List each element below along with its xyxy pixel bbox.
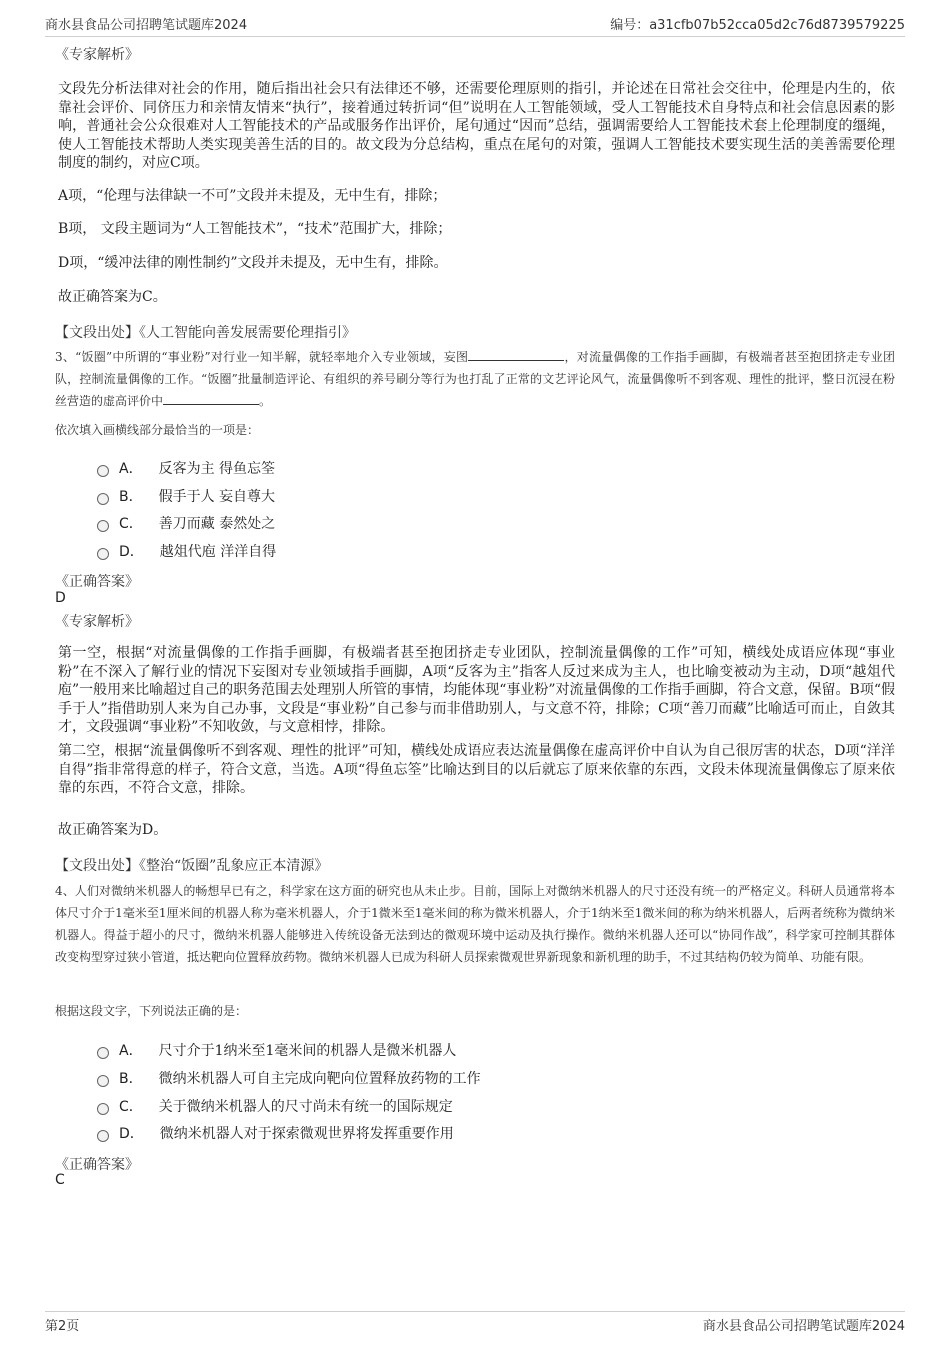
q3-stem-part3: 。 [259,394,272,408]
q3-conclusion: 故正确答案为D。 [58,822,168,838]
q2-analysis-option-b: B项， 文段主题词为“人工智能技术”，“技术”范围扩大，排除； [58,221,452,237]
radio-icon[interactable] [97,465,109,477]
page-number: 第2页 [45,1319,80,1334]
q2-analysis-option-d: D项，“缓冲法律的刚性制约”文段并未提及，无中生有，排除。 [58,255,448,271]
q4-stem: 4、人们对微纳米机器人的畅想早已有之，科学家在这方面的研究也从未止步。目前，国际上对微纳米机器人的尺寸还没有统一的严格定义。科研人员通常将本体尺寸介于1毫米至1厘米间的机器人称为毫米机器人，介于1微米至1毫米间的称为微米机器人，介于1纳米至1微米间的称为纳米机器人，后两者统称为微纳米机器人。得益于超小的尺寸，微纳米机器人能够进入传统设备无法到达的微观环境中运动及执行操作。微纳米机器人还可以“协同作战”，科学家可控制其群体改变构型穿过狭小管道，抵达靶向位置释放药物。微纳米机器人已成为科研人员探索微观世界新现象和新机理的助手，不过其结构仍较为简单、功能有限。 [55,884,895,964]
option-letter: D． [119,1126,144,1142]
q2-analysis-heading: 《专家解析》 [55,47,139,63]
radio-icon[interactable] [97,1047,109,1059]
q4-answer: C [55,1172,65,1188]
document-id: 编号：a31cfb07b52cca05d2c76d8739579225 [610,18,905,33]
option-letter: B． [119,1071,143,1087]
q3-option-a[interactable] [97,458,275,478]
footer-title: 商水县食品公司招聘笔试题库2024 [702,1319,905,1334]
option-text: 反客为主 得鱼忘筌 [158,461,276,477]
radio-icon[interactable] [97,1130,109,1142]
option-letter: D． [119,544,144,560]
q3-source: 【文段出处】《整治“饭圈”乱象应正本清源》 [55,858,329,874]
radio-icon[interactable] [97,520,109,532]
option-letter: C． [119,1099,143,1115]
header-title: 商水县食品公司招聘笔试题库2024 [45,18,248,33]
q3-analysis-heading: 《专家解析》 [55,614,139,630]
q4-option-a[interactable] [97,1040,456,1060]
option-text: 关于微纳米机器人的尺寸尚未有统一的国际规定 [158,1099,453,1115]
q3-stem-part2: ，对流量偶像的工作指手画脚，有极端者甚至抱团挤走专业团队，控制流量偶像的工作。“饭圈”批量制造评论、有组织的养号刷分等行为也打乱了正常的文艺评论风气，流量偶像听不到客观、理性的批评，整日沉浸在粉丝营造的虚高评价中 [55,350,895,408]
radio-icon[interactable] [97,493,109,505]
q2-analysis-paragraph: 文段先分析法律对社会的作用，随后指出社会只有法律还不够，还需要伦理原则的指引，并论述在日常社会交往中，伦理是内生的，依靠社会评价、同侪压力和亲情友情来“执行”，接着通过转折词“但”说明在人工智能领域，受人工智能技术自身特点和社会信息因素的影响，普通社会公众很难对人工智能技术的产品或服务作出评价，尾句通过“因而”总结，强调需要给人工智能技术套上伦理制度的缰绳，使人工智能技术帮助人类实现美善生活的目的。故文段为分总结构，重点在尾句的对策，强调人工智能技术要实现生活的美善需要伦理制度的制约，对应C项。 [58,81,895,171]
option-text: 微纳米机器人可自主完成向靶向位置释放药物的工作 [158,1071,481,1087]
option-text: 假手于人 妄自尊大 [158,489,276,505]
q3-blank-1 [468,349,564,361]
option-text: 善刀而藏 泰然处之 [158,516,276,532]
q3-prompt: 依次填入画横线部分最恰当的一项是： [55,423,260,437]
q3-blank-2 [163,393,259,405]
option-text: 尺寸介于1纳米至1毫米间的机器人是微米机器人 [158,1043,457,1059]
q3-answer-heading: 《正确答案》 [55,574,139,590]
option-letter: B． [119,489,143,505]
q2-conclusion: 故正确答案为C。 [58,289,167,305]
q4-prompt: 根据这段文字，下列说法正确的是： [55,1004,248,1018]
radio-icon[interactable] [97,548,109,560]
option-letter: A． [119,461,143,477]
page-footer [45,1311,905,1334]
option-letter: A． [119,1043,143,1059]
option-letter: C． [119,516,143,532]
q3-stem [55,346,895,412]
q3-stem-part1: 3、“饭圈”中所谓的“事业粉”对行业一知半解，就轻率地介入专业领域，妄图 [55,350,469,364]
q3-option-b[interactable] [97,486,275,506]
q4-option-d[interactable] [97,1123,454,1143]
page-header [45,14,905,37]
q4-answer-heading: 《正确答案》 [55,1157,139,1173]
q3-analysis-paragraph-2: 第二空，根据“流量偶像听不到客观、理性的批评”可知，横线处成语应表达流量偶像在虚高评价中自认为自己很厉害的状态，D项“洋洋自得”指非常得意的样子，符合文意，当选。A项“得鱼忘筌”比喻达到目的以后就忘了原来依靠的东西，文段未体现流量偶像忘了原来依靠的东西，不符合文意，排除。 [58,743,895,796]
option-text: 微纳米机器人对于探索微观世界将发挥重要作用 [159,1126,454,1142]
q3-answer: D [55,590,66,606]
option-text: 越俎代庖 洋洋自得 [159,544,277,560]
q4-option-c[interactable] [97,1096,453,1116]
q3-analysis-paragraph-1: 第一空，根据“对流量偶像的工作指手画脚，有极端者甚至抱团挤走专业团队，控制流量偶像的工作”可知，横线处成语应体现“事业粉”在不深入了解行业的情况下妄图对专业领域指手画脚，A项“反客为主”指客人反过来成为主人，也比喻变被动为主动，D项“越俎代庖”一般用来比喻超过自己的职务范围去处理别人所管的事情，均能体现“事业粉”对流量偶像的工作指手画脚，符合文意，保留。B项“假手于人”指借助别人来为自己办事，文段是“事业粉”自己参与而非借助别人，与文意不符，排除；C项“善刀而藏”比喻适可而止，自敛其才，文段强调“事业粉”不知收敛，与文意相悖，排除。 [58,645,895,735]
q4-option-b[interactable] [97,1068,481,1088]
radio-icon[interactable] [97,1075,109,1087]
q2-source: 【文段出处】《人工智能向善发展需要伦理指引》 [55,325,356,341]
q3-option-d[interactable] [97,541,276,561]
q2-analysis-option-a: A项，“伦理与法律缺一不可”文段并未提及，无中生有，排除； [58,188,447,204]
radio-icon[interactable] [97,1103,109,1115]
q3-option-c[interactable] [97,513,275,533]
